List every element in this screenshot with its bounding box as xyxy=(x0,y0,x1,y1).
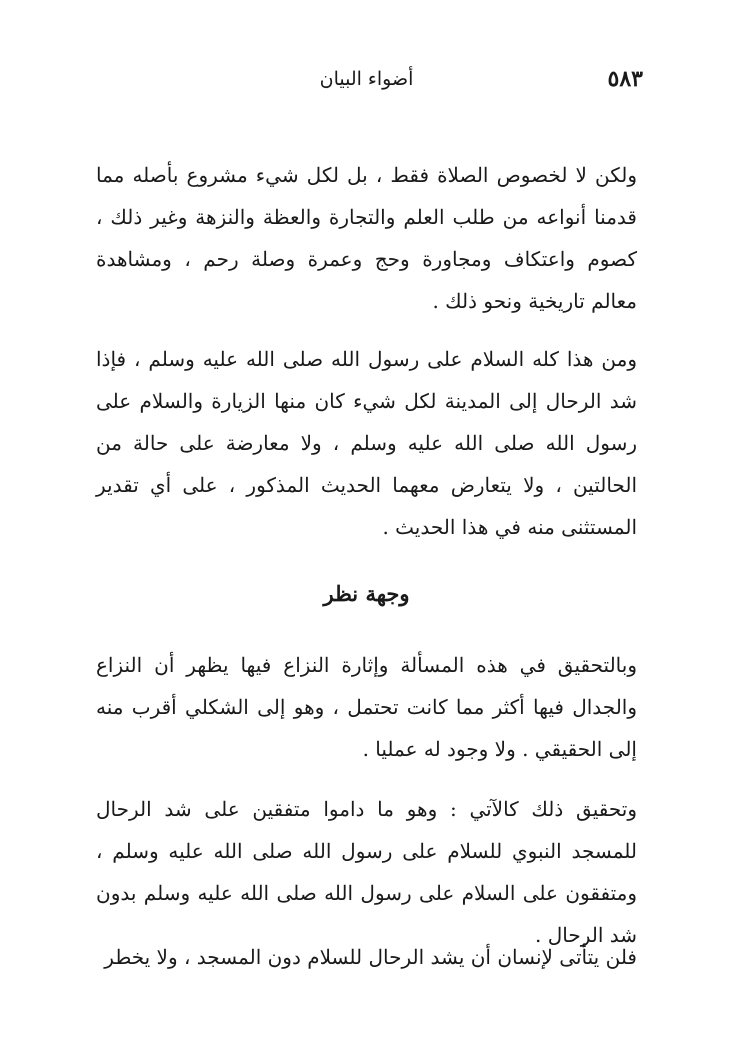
paragraph-4: وتحقيق ذلك كالآتي : وهو ما داموا متفقين على شد الرحال للمسجد النبوي للسلام على رسول الله صلى الله عليه وسلم ، ومتفقون على السلام على رسول الله صلى الله عليه وسلم بدون شد الرحال . xyxy=(96,797,637,947)
paragraph-3: وبالتحقيق في هذه المسألة وإثارة النزاع فيها يظهر أن النزاع والجدال فيها أكثر مما كانت تحتمل ، وهو إلى الشكلي أقرب منه إلى الحقيقي . ولا وجود له عمليا . xyxy=(96,653,637,761)
paragraph-2: ومن هذا كله السلام على رسول الله صلى الله عليه وسلم ، فإذا شد الرحال إلى المدينة لكل شيء كان منها الزيارة والسلام على رسول الله صلى الله عليه وسلم ، ولا معارضة على حالة من الحالتين ، ولا يتعارض معهما الحديث المذكور ، على أي تقدير المستثنى منه في هذا الحديث . xyxy=(96,347,637,539)
paragraph-5: فلن يتأتى لإنسان أن يشد الرحال للسلام دون المسجد ، ولا يخطر xyxy=(104,945,637,969)
running-header xyxy=(90,66,643,96)
page-number: ٥٨٣ xyxy=(607,66,643,92)
paragraph-1: ولكن لا لخصوص الصلاة فقط ، بل لكل شيء مشروع بأصله مما قدمنا أنواعه من طلب العلم والتجارة والعظة والنزهة وغير ذلك ، كصوم واعتكاف ومجاورة وحج وعمرة وصلة رحم ، ومشاهدة معالم تاريخية ونحو ذلك . xyxy=(96,163,637,313)
section-heading: وجهة نظر xyxy=(323,581,410,607)
running-title: أضواء البيان xyxy=(319,68,414,90)
